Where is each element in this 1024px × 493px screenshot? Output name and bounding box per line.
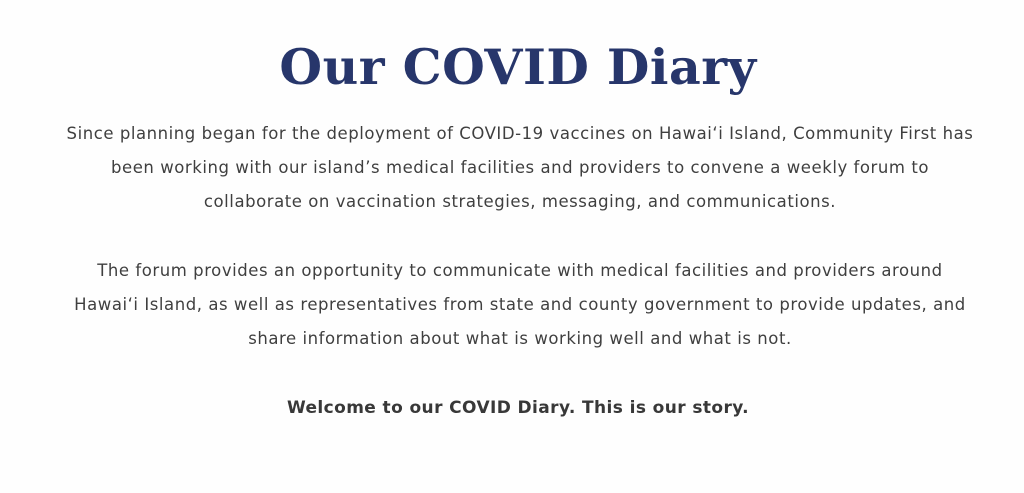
intro-paragraph-line: collaborate on vaccination strategies, messaging, and communications. — [203, 192, 837, 211]
intro-paragraph — [8, 117, 1024, 219]
intro-paragraph-line: been working with our island’s medical facilities and providers to convene a weekly forum to — [111, 158, 929, 177]
forum-paragraph-line: The forum provides an opportunity to communicate with medical facilities and providers around — [97, 261, 943, 280]
forum-paragraph — [8, 254, 1024, 356]
forum-paragraph-line: share information about what is working well and what is not. — [248, 329, 792, 348]
page-title: Our COVID Diary — [279, 38, 757, 96]
welcome-tagline: Welcome to our COVID Diary. This is our story. — [286, 398, 750, 418]
forum-paragraph-line: Hawaiʻi Island, as well as representatives from state and county government to provide updates, and — [74, 295, 966, 314]
intro-paragraph-line: Since planning began for the deployment of COVID-19 vaccines on Hawaiʻi Island, Community First has — [66, 124, 974, 143]
